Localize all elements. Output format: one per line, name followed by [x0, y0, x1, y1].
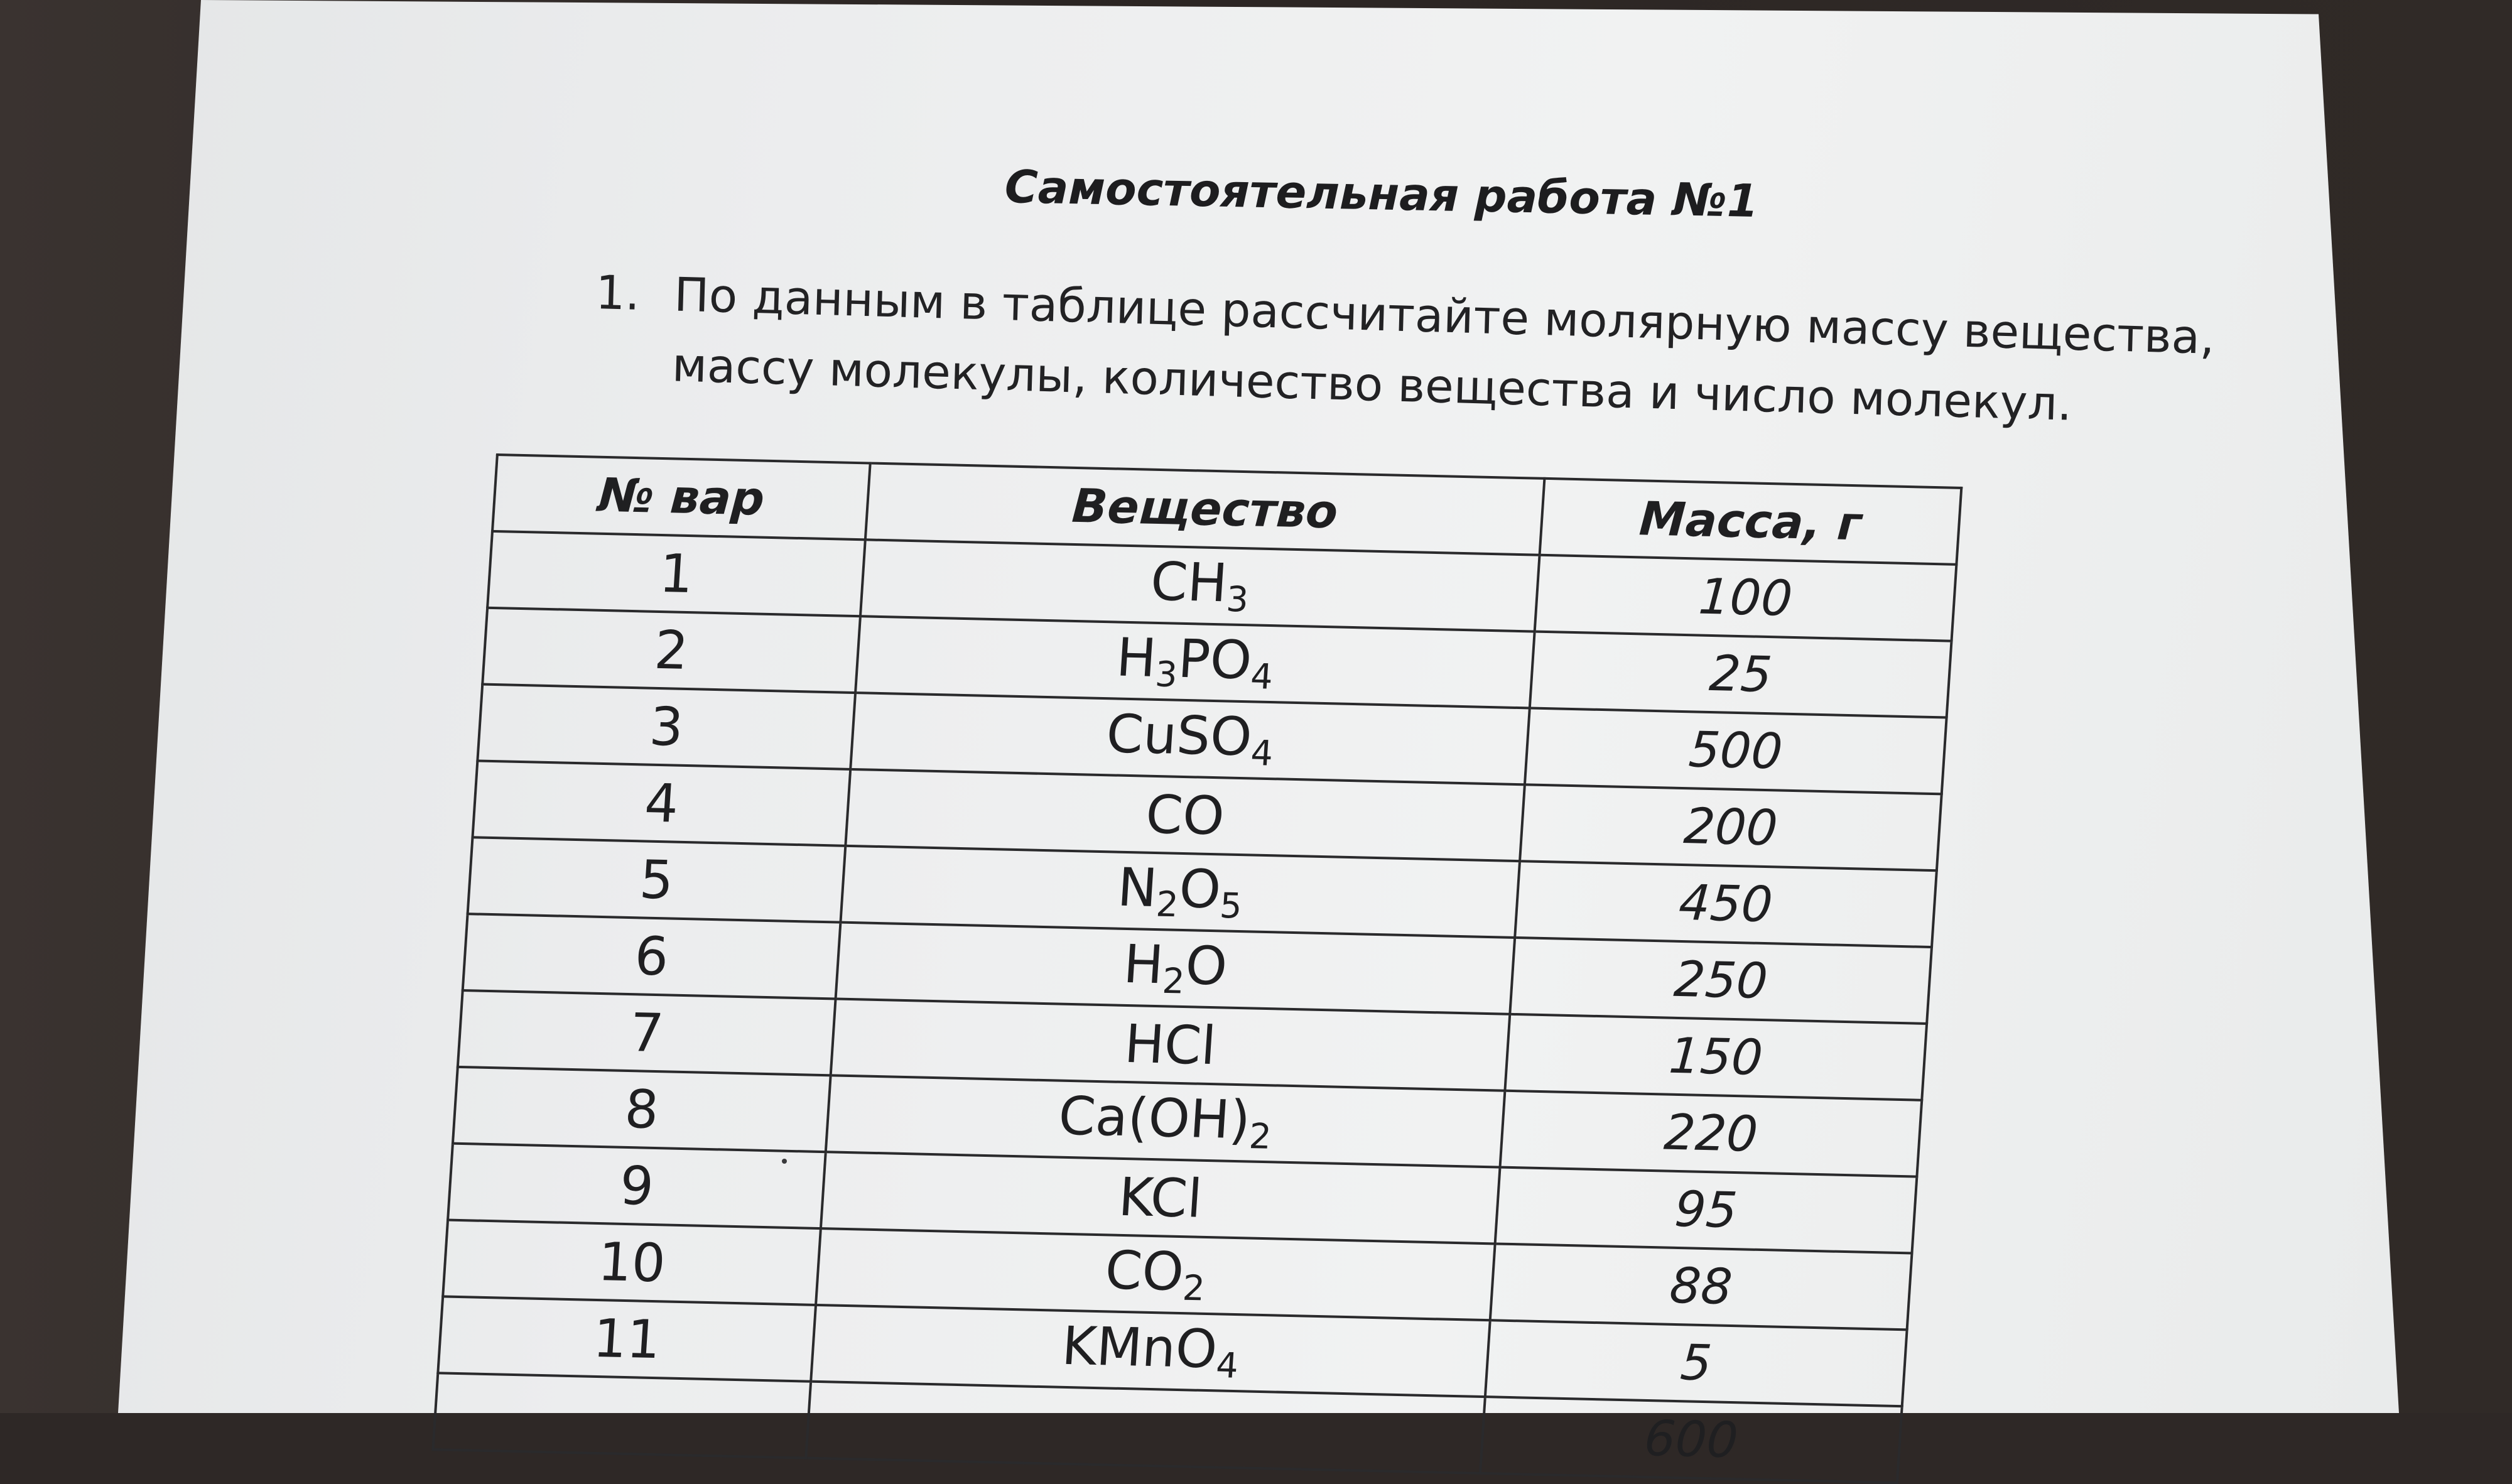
mass-cell: 500 — [1525, 708, 1947, 794]
formula-subscript: 4 — [1249, 657, 1274, 698]
substance-cell — [836, 923, 1515, 1014]
substance-cell — [821, 1152, 1500, 1243]
formula-part: CH — [1149, 550, 1230, 614]
mass-cell: 220 — [1500, 1091, 1922, 1177]
formula-subscript: 2 — [1247, 1117, 1273, 1157]
formula-subscript: 3 — [1225, 580, 1250, 620]
formula-part: Ca(OH) — [1056, 1085, 1252, 1151]
mass-cell: 5 — [1485, 1320, 1907, 1406]
variant-cell — [433, 1373, 811, 1458]
mass-cell: 88 — [1490, 1243, 1912, 1330]
substance-cell — [811, 1305, 1490, 1397]
mass-cell: 95 — [1495, 1167, 1917, 1254]
header-mass: Масса, г — [1540, 479, 1962, 565]
formula-part: O — [1183, 934, 1230, 997]
variant-cell: 2 — [482, 608, 860, 693]
task-text-line-2: массу молекулы, количество вещества и число молекул. — [671, 338, 2073, 431]
formula-part: CO — [1103, 1239, 1186, 1303]
substance-cell — [840, 846, 1520, 938]
mass-cell: 150 — [1505, 1014, 1927, 1100]
substance-cell — [826, 1075, 1505, 1167]
formula-subscript: 4 — [1215, 1346, 1240, 1387]
variant-cell: 9 — [448, 1144, 826, 1228]
table-body — [433, 531, 1956, 1483]
formula-part: HCl — [1122, 1013, 1218, 1077]
variant-cell: 7 — [458, 990, 836, 1075]
task-text-line-1: По данным в таблице рассчитайте молярную массу вещества, — [673, 268, 2216, 365]
task-indent — [593, 328, 673, 400]
variants-table — [431, 453, 1962, 1484]
mass-cell: 100 — [1535, 555, 1957, 641]
formula-part: CO — [1144, 783, 1226, 847]
variant-cell: 6 — [463, 914, 841, 999]
variant-cell: 10 — [443, 1220, 821, 1305]
variant-cell: 4 — [472, 761, 850, 845]
paper-speck — [782, 1159, 787, 1164]
formula-part: CuSO — [1104, 703, 1254, 768]
formula-part: H — [1122, 933, 1166, 996]
substance-cell — [855, 616, 1535, 708]
variant-cell: 1 — [487, 531, 865, 616]
formula-part: O — [1177, 858, 1223, 921]
task-number: 1. — [595, 265, 641, 321]
formula-subscript: 2 — [1154, 884, 1180, 926]
document-title: Самостоятельная работа №1 — [1004, 160, 1759, 228]
substance-cell — [845, 769, 1525, 861]
substance-cell — [860, 539, 1540, 631]
formula-part: H — [1114, 626, 1159, 690]
formula-subscript: 4 — [1249, 734, 1274, 774]
header-substance: Вещество — [865, 463, 1545, 555]
formula-subscript: 2 — [1181, 1268, 1206, 1309]
variant-cell: 11 — [438, 1296, 816, 1381]
formula-part: KMnO — [1060, 1315, 1220, 1380]
formula-subscript: 2 — [1161, 961, 1186, 1002]
variant-cell: 5 — [468, 837, 846, 922]
variant-cell: 8 — [453, 1067, 831, 1152]
formula-part: PO — [1176, 628, 1254, 691]
table-wrapper — [431, 453, 1962, 1484]
mass-cell: 450 — [1515, 861, 1937, 947]
formula-part: KCl — [1117, 1166, 1205, 1230]
substance-cell — [831, 999, 1510, 1090]
substance-cell — [850, 693, 1530, 784]
mass-cell: 200 — [1520, 784, 1942, 870]
variant-cell: 3 — [477, 685, 855, 769]
substance-cell — [806, 1382, 1485, 1473]
mass-cell: 25 — [1530, 632, 1952, 718]
substance-cell — [816, 1228, 1495, 1320]
mass-cell: 250 — [1510, 938, 1932, 1024]
mass-cell: 600 — [1480, 1397, 1902, 1483]
formula-subscript: 5 — [1218, 886, 1243, 927]
formula-part: N — [1115, 856, 1159, 919]
formula-subscript: 3 — [1154, 654, 1179, 696]
header-variant: № вар — [492, 455, 870, 539]
